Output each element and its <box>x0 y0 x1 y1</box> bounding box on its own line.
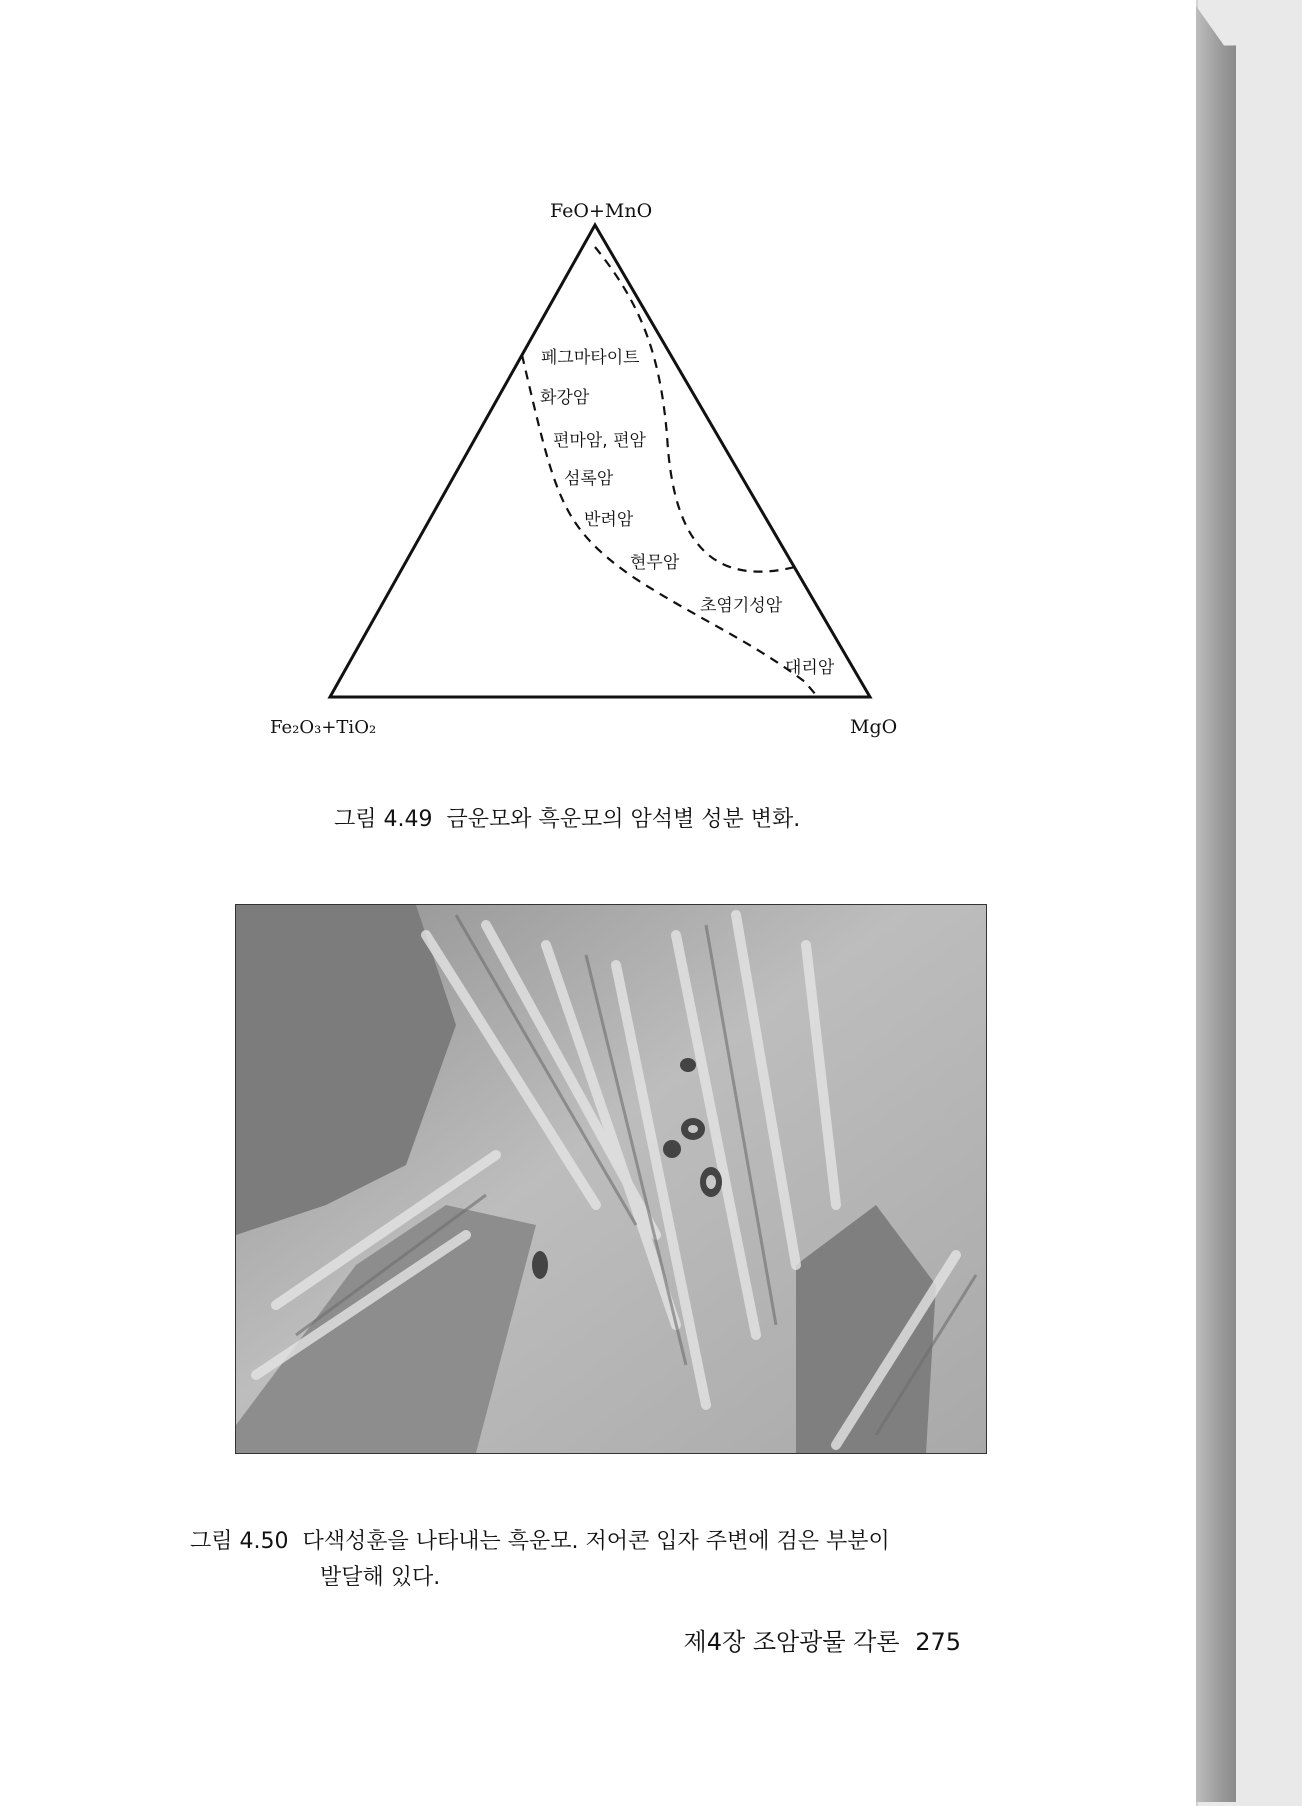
rock-label-ultramafic: 초염기성암 <box>700 596 783 616</box>
chapter-title: 제4장 조암광물 각론 <box>683 1628 900 1656</box>
figure-449-caption: 그림 4.49 금운모와 흑운모의 암석별 성분 변화. <box>334 807 801 832</box>
ternary-diagram <box>250 195 930 755</box>
ternary-triangle <box>330 225 870 697</box>
rock-label-gneiss-schist: 편마암, 편암 <box>553 431 646 451</box>
rock-label-marble: 대리암 <box>785 658 835 678</box>
figure-450-caption-line2: 발달해 있다. <box>320 1565 441 1590</box>
rock-label-gabbro: 반려암 <box>584 510 634 530</box>
page-number: 275 <box>915 1628 961 1656</box>
page-edge-shadow <box>1196 6 1236 1802</box>
figure-450-caption-line1: 그림 4.50 다색성훈을 나타내는 흑운모. 저어콘 입자 주변에 검은 부분이 <box>190 1529 890 1554</box>
rock-label-pegmatite: 페그마타이트 <box>541 348 640 368</box>
page-footer <box>676 1622 961 1657</box>
micrograph-image <box>236 905 986 1453</box>
apex-right-label: MgO <box>850 716 898 738</box>
rock-label-granite: 화강암 <box>540 388 590 408</box>
biotite-micrograph <box>235 904 987 1454</box>
rock-label-basalt: 현무암 <box>630 553 680 573</box>
apex-top-label: FeO+MnO <box>550 200 653 222</box>
rock-label-diorite: 섬록암 <box>564 469 614 489</box>
apex-left-label: Fe₂O₃+TiO₂ <box>270 717 377 738</box>
